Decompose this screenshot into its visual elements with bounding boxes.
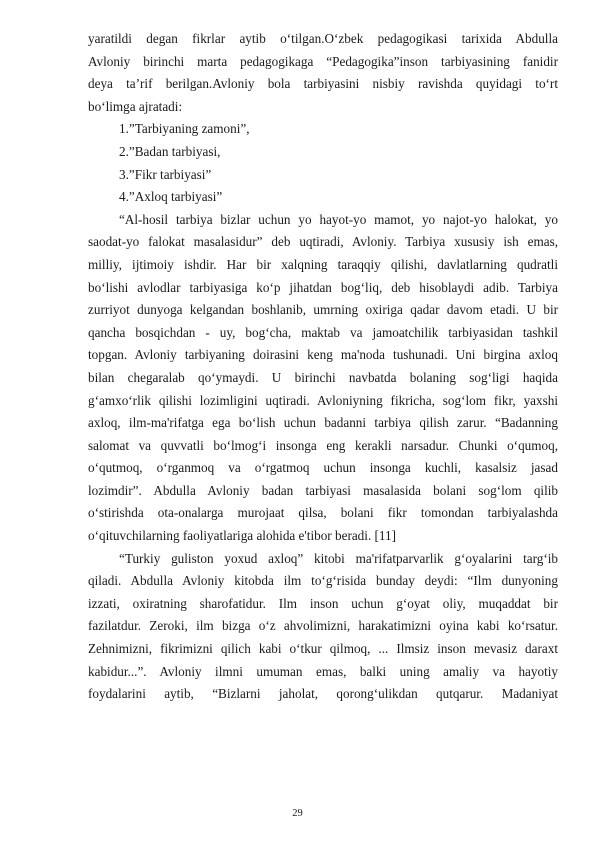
text-line: g‘amxo‘rlik qilishi lozimligini uqtiradi. Avloniyning fikricha, sog‘lom fikr, yaxshi <box>88 392 558 408</box>
text-line: milliy, ijtimoiy ishdir. Har bir xalqning taraqqiy qilishi, davlatlarning qudratli <box>88 256 558 272</box>
text-line: zurriyot dunyoga kelgandan boshlanib, umrning oxiriga qadar davom etadi. U bir <box>88 302 558 318</box>
text-line: qancha bosqichdan - uy, bog‘cha, maktab va jamoatchilik tarbiyasidan tashkil <box>88 324 558 340</box>
text-line: foydalarini aytib, “Bizlarni jaholat, qorong‘ulikdan qutqarur. Madaniyat <box>88 686 558 702</box>
text-line: axloq, ilm-ma'rifatga ega bo‘lish uchun badanni tarbiya qilish zarur. “Badanning <box>88 415 558 431</box>
text-line: izzati, oxiratning sharofatidur. Ilm inson uchun g‘oyat oliy, muqaddat bir <box>88 595 558 611</box>
text-line: topgan. Avloniy tarbiyaning doirasini keng ma'noda tushunadi. Uni birgina axloq <box>88 347 558 363</box>
text-line: deya ta’rif berilgan.Avloniy bola tarbiyasini nisbiy ravishda quyidagi to‘rt <box>88 76 558 92</box>
text-line: bo‘lishi avlodlar tarbiyasiga ko‘p jihatdan bog‘liq, deb hisoblaydi adib. Tarbiya <box>88 279 558 295</box>
text-line: “Turkiy guliston yoxud axloq” kitobi ma'rifatparvarlik g‘oyalarini targ‘ib <box>119 550 558 566</box>
text-line: salomat va quvvatli bo‘lmog‘i insonga eng kerakli narsadur. Chunki o‘qumoq, <box>88 437 558 453</box>
text-line: saodat-yo falokat masalasidur” deb uqtiradi, Avloniy. Tarbiya xususiy ish emas, <box>88 234 558 250</box>
text-line: 1.”Tarbiyaning zamoni”, <box>119 121 250 137</box>
page-body <box>88 28 558 706</box>
text-line: o‘qituvchilarning faoliyatlariga alohida e'tibor beradi. [11] <box>88 528 397 544</box>
text-line: fazilatdur. Zeroki, ilm bizga o‘z ahvolimizni, harakatimizni oyina kabi ko‘rsatur. <box>88 618 558 634</box>
text-line: lozimdir”. Abdulla Avloniy badan tarbiyasi masalasida bolani sog‘lom qilib <box>88 482 558 498</box>
text-line: 3.”Fikr tarbiyasi” <box>119 166 212 182</box>
text-line: yaratildi degan fikrlar aytib o‘tilgan.O‘zbek pedagogikasi tarixida Abdulla <box>88 31 558 46</box>
text-line: Avloniy birinchi marta pedagogikaga “Pedagogika”inson tarbiyasining fanidir <box>88 53 558 69</box>
text-line: qiladi. Abdulla Avloniy kitobda ilm to‘g‘risida bunday deydi: “Ilm dunyoning <box>88 573 558 589</box>
page-number: 29 <box>292 808 303 819</box>
text-line: “Al-hosil tarbiya bizlar uchun yo hayot-yo mamot, yo najot-yo halokat, yo <box>119 211 558 227</box>
text-line: bo‘limga ajratadi: <box>88 98 183 114</box>
text-line: o‘stirishda ota-onalarga murojaat qilsa, bolani fikr tomondan tarbiyalashda <box>88 505 558 521</box>
text-line: Zehnimizni, fikrimizni qilich kabi o‘tkur qilmoq, ... Ilmsiz inson mevasiz daraxt <box>88 641 558 657</box>
text-line: 4.”Axloq tarbiyasi” <box>119 189 223 205</box>
text-line: bilan chegaralab qo‘ymaydi. U birinchi navbatda bolaning sog‘ligi haqida <box>88 369 558 385</box>
text-line: kabidur...”. Avloniy ilmni umuman emas, balki uning amaliy va hayotiy <box>88 663 558 679</box>
text-line: 2.”Badan tarbiyasi, <box>119 143 221 159</box>
text-line: o‘qutmoq, o‘rganmoq va o‘rgatmoq uchun insonga kuchli, kasalsiz jasad <box>88 460 558 476</box>
